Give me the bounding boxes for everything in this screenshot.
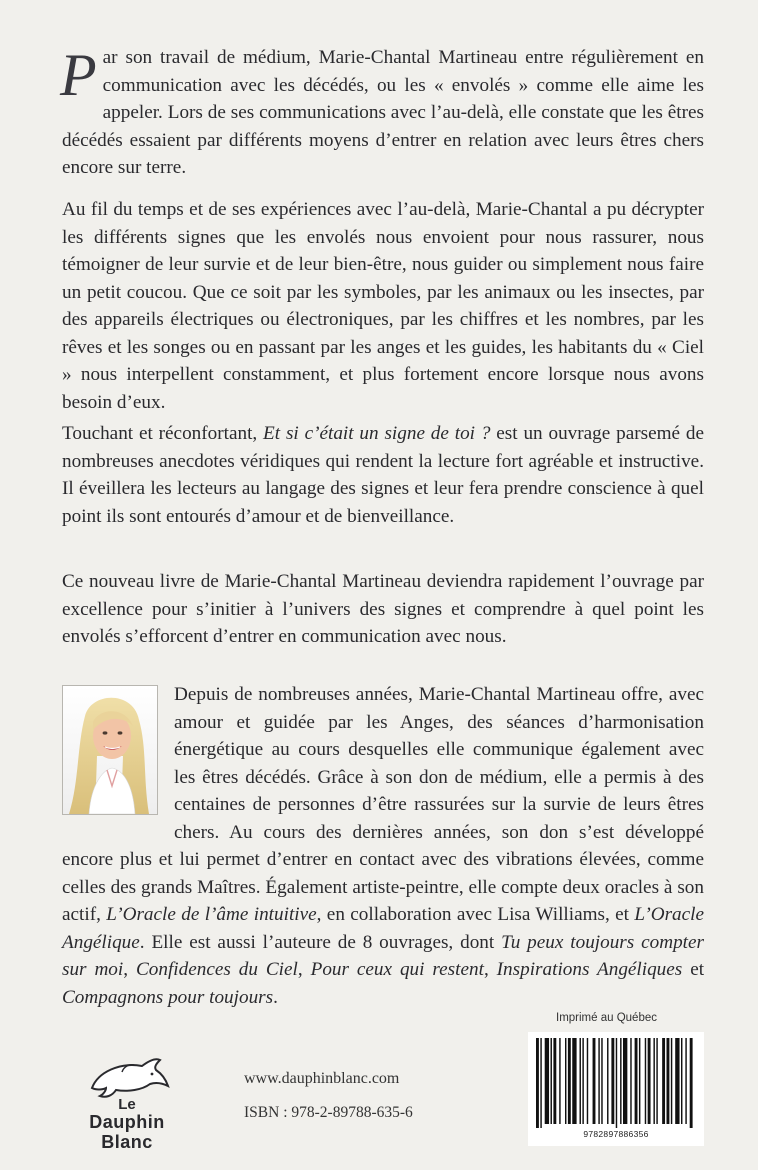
barcode-bar (540, 1038, 541, 1128)
dolphin-icon (72, 1050, 182, 1100)
barcode-bars (528, 1032, 704, 1130)
barcode-bar (598, 1038, 599, 1124)
barcode-bar (568, 1038, 571, 1124)
logo-text-le: Le (118, 1096, 136, 1113)
barcode-bar (559, 1038, 560, 1124)
barcode-bar (611, 1038, 614, 1124)
barcode-bar (648, 1038, 651, 1124)
separator: et (682, 959, 705, 980)
barcode-bar (681, 1038, 682, 1124)
printed-in-label: Imprimé au Québec (556, 1012, 657, 1024)
barcode-bar (536, 1038, 539, 1128)
book-title-1: Tu peux toujours compter sur moi (62, 931, 704, 980)
barcode-bar (685, 1038, 686, 1124)
barcode-number: 9782897886356 (583, 1129, 649, 1139)
author-photo (62, 685, 158, 815)
isbn-number: ISBN : 978-2-89788-635-6 (244, 1104, 413, 1121)
logo-text-blanc: Blanc (101, 1132, 153, 1152)
description-paragraph-2: Au fil du temps et de ses expériences avec l’au-delà, Marie-Chantal a pu décrypter les différents signes que les envolés nous envoient pour nous rassurer, nous témoigner de leur survie et de leur bien-être, nous guider ou simplement nous faire un petit coucou. Que ce soit par les symboles, par les animaux ou les insectes, par des appareils électriques ou électroniques, par les chiffres et les nombres, par les rêves et les songes ou en passant par les anges et les guides, les habitants du « Ciel » nous interpellent constamment, et plus fortement encore lorsque nous avons besoin d’eux. (62, 199, 704, 413)
author-bio (62, 681, 704, 1011)
description-paragraph-4: Ce nouveau livre de Marie-Chantal Martineau deviendra rapidement l’ouvrage par excellence pour s’initier à l’univers des signes et comprendre à quel point les envolés s’efforcent d’entrer en communication avec nous. (62, 571, 704, 647)
book-title: Et si c’était un signe de toi ? (263, 423, 491, 444)
barcode-bar (630, 1038, 631, 1124)
barcode-bar (656, 1038, 657, 1124)
separator: , (297, 959, 311, 980)
paragraph-text: ar son travail de médium, Marie-Chantal Martineau entre régulièrement en communication avec les décédés, ou les « envolés » comme elle aime les appeler. Lors de ses communications avec l’au-delà, elle constate que les êtres décédés essaient par différents moyens d’entrer en relation avec leurs êtres chers encore sur terre. (62, 47, 704, 178)
paragraph-text: Touchant et réconfortant, (62, 423, 264, 444)
barcode-bar (645, 1038, 646, 1124)
barcode-bar (653, 1038, 654, 1124)
barcode-bar (553, 1038, 556, 1124)
barcode-bar (565, 1038, 566, 1124)
barcode-bar (545, 1038, 549, 1124)
book-title-5: Compagnons pour toujours (62, 986, 274, 1008)
separator: , (483, 959, 497, 980)
barcode-bar (667, 1038, 670, 1124)
paragraph-text: est un ouvrage parsemé de nombreuses anecdotes véridiques qui rendent la lecture fort agréable et instructive. Il éveillera les lecteurs au langage des signes et leur fera prendre conscience à quel point ils sont entourés d’amour et de bienveillance. (62, 423, 704, 527)
book-title-3: Pour ceux qui restent (310, 959, 484, 980)
barcode-bar (671, 1038, 672, 1124)
barcode-bar (639, 1038, 640, 1124)
separator: , (123, 959, 136, 980)
barcode-bar (572, 1038, 576, 1124)
barcode-bar (662, 1038, 665, 1124)
oracle-title-1: L’Oracle de l’âme intuitive (106, 904, 317, 925)
barcode-bar (635, 1038, 638, 1124)
barcode-bar (587, 1038, 588, 1124)
barcode-bar (690, 1038, 693, 1128)
barcode-bar (623, 1038, 627, 1124)
barcode-bar (616, 1038, 617, 1128)
drop-cap: P (60, 42, 97, 108)
bio-text: , en collaboration avec Lisa Williams, et (316, 904, 635, 925)
publisher-logo (72, 1050, 182, 1160)
barcode-bar (593, 1038, 596, 1124)
oracle-title-2: L’Oracle Angélique (62, 904, 704, 953)
separator: . (273, 986, 278, 1008)
book-title-4: Inspirations Angéliques (496, 959, 683, 980)
barcode-bar (580, 1038, 581, 1124)
book-title-2: Confidences du Ciel (135, 959, 298, 980)
barcode-bar (675, 1038, 679, 1124)
bio-text: Depuis de nombreuses années, Marie-Chantal Martineau offre, avec amour et guidée par les Anges, des séances d’harmonisation énergétique au cours desquelles elle communique également avec les êtres décédés. Grâce à son don de médium, elle a permis à des centaines de personnes d’être rassurées sur la survie de leurs êtres chers. Au cours des dernières années, son don s’est développé encore plus et lui permet d’entrer en contact avec des vibrations élevées, comme celles des grands Maîtres. Également artiste-peintre, elle compte deux oracles à son actif, (62, 684, 704, 925)
bio-text: . Elle est aussi l’auteure de 8 ouvrages, dont (139, 931, 502, 953)
barcode-bar (607, 1038, 608, 1124)
barcode-bar (551, 1038, 552, 1124)
barcode (528, 1032, 704, 1146)
publisher-website: www.dauphinblanc.com (244, 1070, 400, 1087)
barcode-bar (601, 1038, 602, 1124)
description-paragraph-1 (62, 44, 704, 182)
description-paragraph-3 (62, 420, 704, 530)
logo-text-dauphin: Dauphin (89, 1112, 165, 1132)
barcode-bar (620, 1038, 621, 1124)
barcode-bar (582, 1038, 583, 1124)
